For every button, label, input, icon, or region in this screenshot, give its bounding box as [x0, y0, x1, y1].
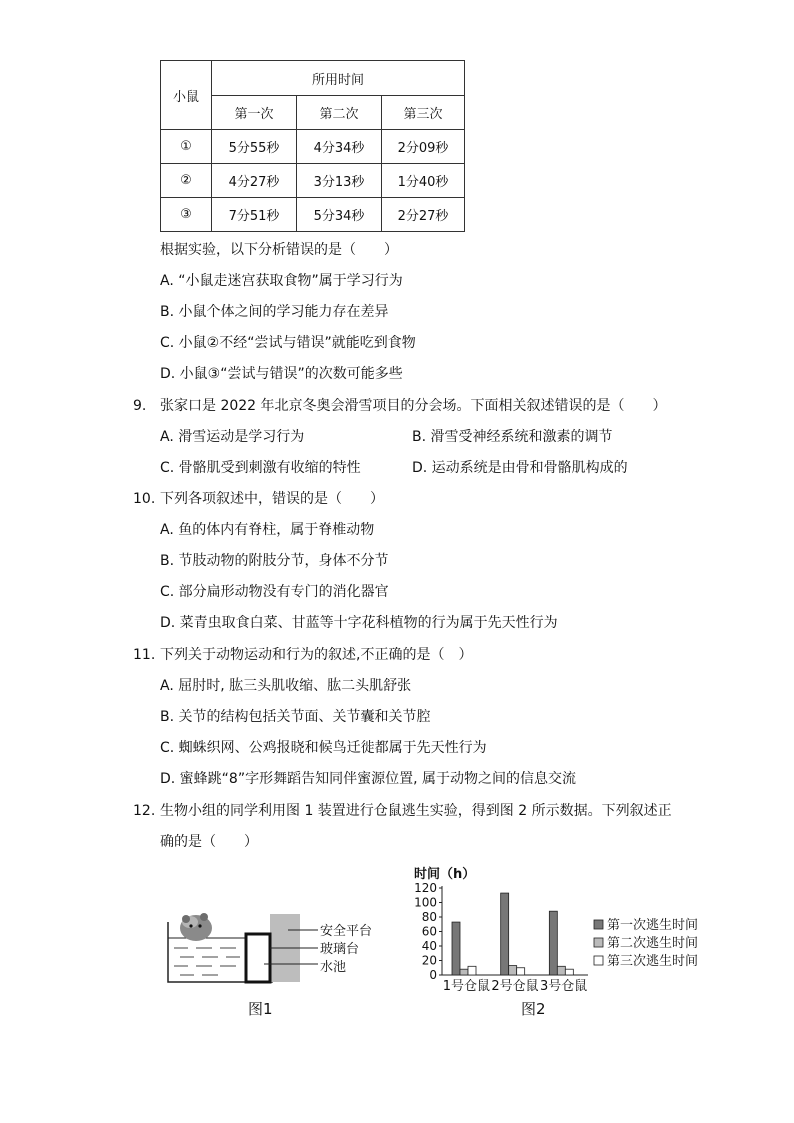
- option-c: C. 部分扁形动物没有专门的消化器官: [160, 584, 389, 600]
- label-glass-platform: 玻璃台: [320, 942, 360, 957]
- label-water-pool: 水池: [320, 960, 347, 975]
- question-stem: 下列关于动物运动和行为的叙述,不正确的是（ ）: [160, 647, 473, 663]
- question-number: 10.: [133, 491, 156, 507]
- table-cell: 5分55秒: [212, 130, 297, 164]
- question-stem: 下列各项叙述中，错误的是（ ）: [160, 491, 384, 507]
- row-id: ③: [161, 198, 212, 232]
- chart-bar: [509, 966, 517, 975]
- glass-platform: [246, 934, 270, 982]
- chart-bar: [557, 966, 565, 975]
- chart-y-tick-label: 20: [421, 953, 437, 968]
- header-mouse: 小鼠: [161, 61, 212, 130]
- chart-bar: [460, 969, 468, 975]
- chart-y-tick-label: 100: [414, 895, 437, 910]
- chart-bar: [517, 968, 525, 975]
- question-stem: 根据实验，以下分析错误的是（ ）: [160, 242, 398, 258]
- chart-y-label: 时间（h）: [414, 867, 476, 882]
- legend-swatch: [594, 938, 603, 947]
- figure-1-caption: 图1: [248, 1000, 273, 1018]
- row-id: ②: [161, 164, 212, 198]
- chart-y-tick-label: 0: [429, 968, 437, 982]
- option-b: B. 节肢动物的附肢分节，身体不分节: [160, 553, 389, 569]
- option-b: B. 滑雪受神经系统和激素的调节: [412, 429, 613, 445]
- option-b: B. 关节的结构包括关节面、关节囊和关节腔: [160, 709, 431, 725]
- figure-2-bar-chart: [410, 860, 710, 1000]
- chart-bar: [501, 893, 509, 975]
- table-cell: 4分34秒: [297, 130, 382, 164]
- legend-label: 第二次逃生时间: [607, 936, 699, 951]
- table-row: [161, 130, 465, 164]
- table-cell: 7分51秒: [212, 198, 297, 232]
- option-c: C. 小鼠②不经“尝试与错误”就能吃到食物: [160, 335, 416, 351]
- experiment-table: [160, 60, 465, 232]
- chart-y-tick-label: 120: [414, 881, 437, 895]
- header-time: 所用时间: [212, 61, 465, 96]
- header-trial: 第三次: [382, 96, 465, 130]
- row-id: ①: [161, 130, 212, 164]
- table-cell: 1分40秒: [382, 164, 465, 198]
- option-c: C. 骨骼肌受到刺激有收缩的特性: [160, 460, 361, 476]
- table-cell: 3分13秒: [297, 164, 382, 198]
- legend-swatch: [594, 920, 603, 929]
- chart-bar: [468, 966, 476, 975]
- chart-y-tick-label: 60: [421, 924, 437, 939]
- table-cell: 5分34秒: [297, 198, 382, 232]
- header-trial: 第一次: [212, 96, 297, 130]
- chart-y-tick-label: 40: [421, 939, 437, 953]
- table-cell: 2分27秒: [382, 198, 465, 232]
- legend-label: 第一次逃生时间: [607, 918, 699, 933]
- option-d: D. 小鼠③“尝试与错误”的次数可能多些: [160, 366, 403, 382]
- chart-x-tick-label: 1号仓鼠: [442, 979, 490, 994]
- question-stem: 生物小组的同学利用图 1 装置进行仓鼠逃生实验，得到图 2 所示数据。下列叙述正: [160, 803, 672, 819]
- option-d: D. 蜜蜂跳“8”字形舞蹈告知同伴蜜源位置, 属于动物之间的信息交流: [160, 771, 576, 787]
- chart-y-tick-label: 80: [421, 910, 437, 924]
- legend-label: 第三次逃生时间: [607, 954, 699, 969]
- option-a: A. “小鼠走迷宫获取食物”属于学习行为: [160, 273, 403, 289]
- hamster-icon: [180, 913, 212, 941]
- question-number: 11.: [133, 647, 156, 663]
- option-c: C. 蜘蛛织网、公鸡报晓和候鸟迁徙都属于先天性行为: [160, 740, 487, 756]
- question-stem-cont: 确的是（ ）: [160, 834, 258, 850]
- question-stem: 张家口是 2022 年北京冬奥会滑雪项目的分会场。下面相关叙述错误的是（ ）: [160, 398, 667, 414]
- chart-bar: [549, 911, 557, 975]
- table-cell: 4分27秒: [212, 164, 297, 198]
- option-d: D. 菜青虫取食白菜、甘蓝等十字花科植物的行为属于先天性行为: [160, 615, 558, 631]
- question-number: 9.: [133, 398, 147, 414]
- chart-bar: [565, 969, 573, 975]
- legend-swatch: [594, 956, 603, 965]
- table-cell: 2分09秒: [382, 130, 465, 164]
- option-a: A. 滑雪运动是学习行为: [160, 429, 305, 445]
- option-a: A. 鱼的体内有脊柱，属于脊椎动物: [160, 522, 375, 538]
- table-row: [161, 198, 465, 232]
- figure-2-caption: 图2: [521, 1000, 546, 1018]
- option-b: B. 小鼠个体之间的学习能力存在差异: [160, 304, 389, 320]
- option-a: A. 屈肘时, 肱三头肌收缩、肱二头肌舒张: [160, 678, 412, 694]
- water-waves: [174, 948, 240, 975]
- question-number: 12.: [133, 803, 156, 819]
- table-row: [161, 164, 465, 198]
- chart-bar: [452, 922, 460, 975]
- option-d: D. 运动系统是由骨和骨骼肌构成的: [412, 460, 628, 476]
- label-safety-platform: 安全平台: [320, 924, 373, 939]
- header-trial: 第二次: [297, 96, 382, 130]
- chart-x-tick-label: 3号仓鼠: [540, 979, 588, 994]
- chart-x-tick-label: 2号仓鼠: [491, 979, 539, 994]
